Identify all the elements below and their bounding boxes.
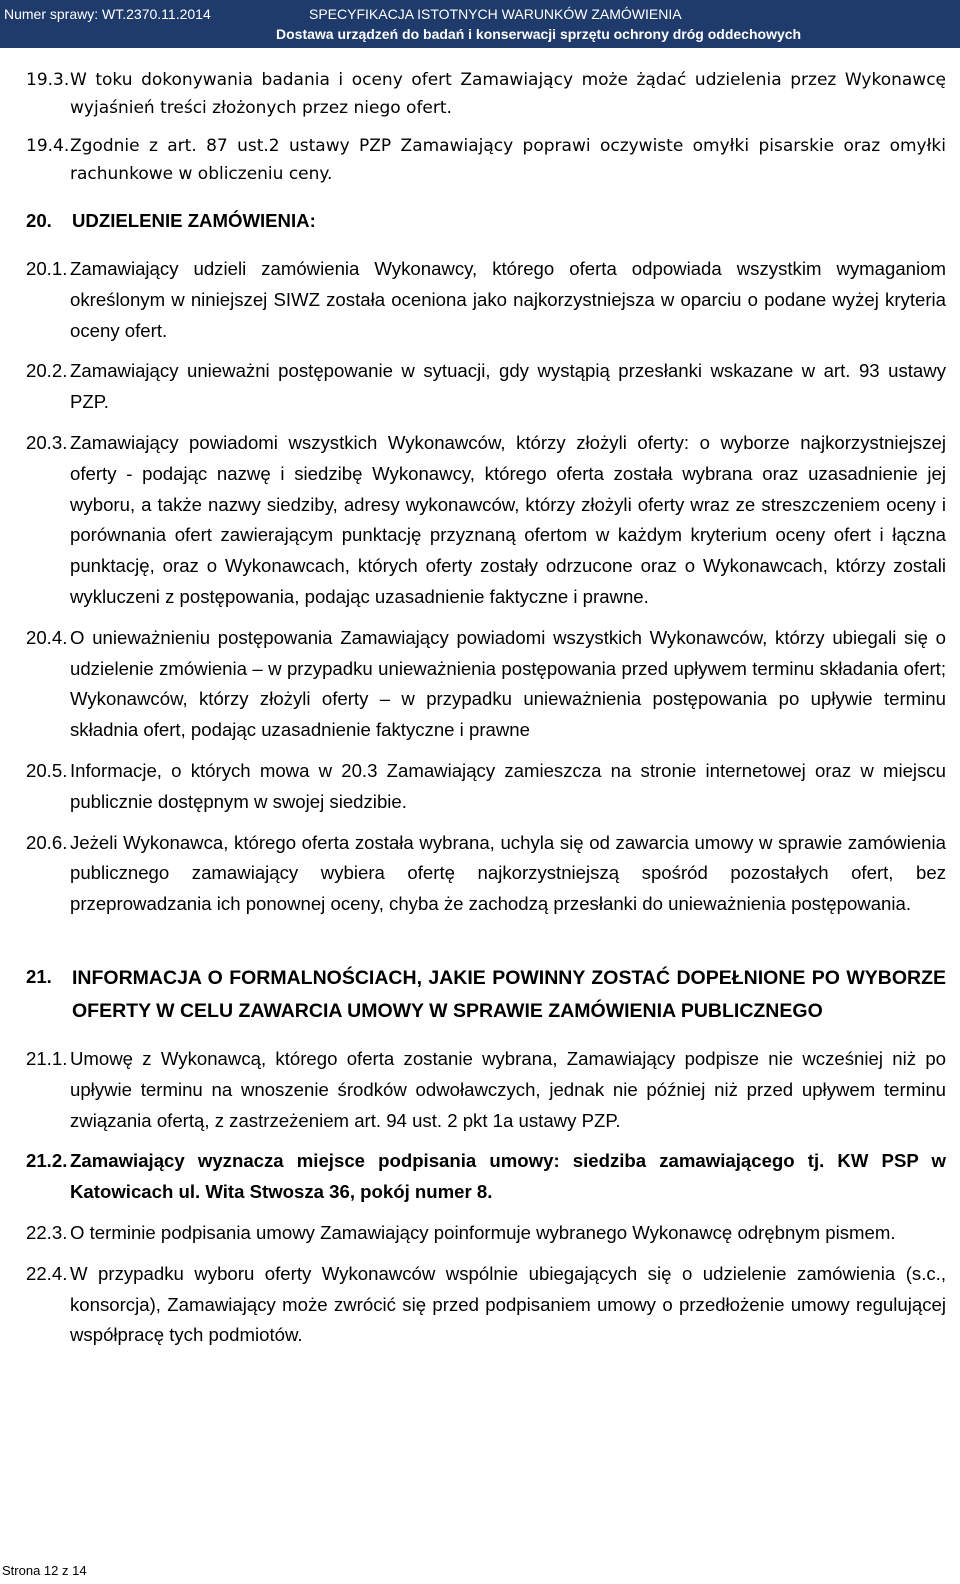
item-text: Zgodnie z art. 87 ust.2 ustawy PZP Zamawiający poprawi oczywiste omyłki pisarskie oraz omyłki rachunkowe w obliczeniu ceny. — [70, 136, 946, 184]
item-number: 20.2. — [26, 360, 68, 382]
list-item — [26, 254, 946, 346]
list-item — [26, 132, 946, 188]
section-title: UDZIELENIE ZAMÓWIENIA: — [72, 210, 316, 231]
item-text: Zamawiający unieważni postępowanie w sytuacji, gdy wystąpią przesłanki wskazane w art. 93 ustawy PZP. — [70, 360, 946, 413]
item-text: Umowę z Wykonawcą, którego oferta zostanie wybrana, Zamawiający podpisze nie wcześniej niż po upływie terminu na wnoszenie środków odwoławczych, jednak nie później niż przed upływem terminu związania ofertą, z zastrzeżeniem art. 94 ust. 2 pkt 1a ustawy PZP. — [70, 1047, 946, 1131]
item-number: 19.3. — [26, 70, 70, 90]
list-item — [26, 828, 946, 920]
item-number: 20.3. — [26, 431, 68, 453]
item-number: 20.4. — [26, 626, 68, 648]
item-number: 22.4. — [26, 1262, 68, 1284]
item-number: 20.1. — [26, 258, 68, 279]
item-number: 20.5. — [26, 759, 68, 781]
section-heading-21 — [26, 962, 946, 1028]
list-item — [26, 1218, 946, 1249]
header-top-row — [4, 6, 950, 24]
section-heading-20 — [26, 206, 946, 236]
list-item — [26, 1259, 946, 1351]
item-text: Zamawiający wyznacza miejsce podpisania umowy: siedziba zamawiającego tj. KW PSP w Katowicach ul. Wita Stwosza 36, pokój numer 8. — [70, 1150, 946, 1203]
item-text: O terminie podpisania umowy Zamawiający poinformuje wybranego Wykonawcę odrębnym pismem. — [70, 1221, 896, 1243]
item-text: W przypadku wyboru oferty Wykonawców wspólnie ubiegających się o udzielenie zamówienia (s.c., konsorcja), Zamawiający może zwrócić się przed podpisaniem umowy o przedłożenie umowy regulującej współpracę tych podmiotów. — [70, 1262, 946, 1346]
page-number: Strona 12 z 14 — [2, 1563, 87, 1578]
item-number: 20.6. — [26, 831, 68, 853]
item-text: Informacje, o których mowa w 20.3 Zamawiający zamieszcza na stronie internetowej oraz w miejscu publicznie dostępnym w swojej siedzibie. — [70, 759, 946, 812]
item-number: 19.4. — [26, 136, 70, 156]
section-number: 20. — [26, 210, 52, 231]
document-subtitle: Dostawa urządzeń do badań i konserwacji sprzętu ochrony dróg oddechowych — [276, 26, 802, 42]
item-number: 21.2. — [26, 1150, 68, 1172]
section-title: INFORMACJA O FORMALNOŚCIACH, JAKIE POWINNY ZOSTAĆ DOPEŁNIONE PO WYBORZE OFERTY W CELU ZAWARCIA UMOWY W SPRAWIE ZAMÓWIENIA PUBLICZNEGO — [72, 966, 946, 1022]
document-body — [26, 66, 946, 1361]
spec-title: SPECYFIKACJA ISTOTNYCH WARUNKÓW ZAMÓWIENIA — [309, 6, 682, 22]
item-text: O unieważnieniu postępowania Zamawiający powiadomi wszystkich Wykonawców, którzy ubiegali się o udzielenie zmówienia – w przypadku unieważnienia postępowania przed upływem terminu składania ofert; Wykonawców, którzy złożyli oferty – w przypadku unieważnienia postępowania po upływie terminu składnia ofert, podając uzasadnienie faktyczne i prawne — [70, 626, 946, 741]
list-item — [26, 66, 946, 122]
list-item — [26, 1044, 946, 1136]
item-text: Jeżeli Wykonawca, którego oferta została wybrana, uchyla się od zawarcia umowy w sprawie zamówienia publicznego zamawiający wybiera ofertę najkorzystniejszą spośród pozostałych ofert, bez przeprowadzania ich ponownej oceny, chyba że zachodzą przesłanki do unieważnienia postępowania. — [70, 831, 946, 915]
item-number: 22.3. — [26, 1221, 68, 1243]
list-item — [26, 356, 946, 418]
list-item — [26, 428, 946, 613]
section-number: 21. — [26, 965, 52, 987]
item-text: Zamawiający udzieli zamówienia Wykonawcy, którego oferta odpowiada wszystkim wymaganiom określonym w niniejszej SIWZ została oceniona jako najkorzystniejsza w oparciu o podane wyżej kryteria oceny ofert. — [70, 258, 946, 341]
item-number: 21.1. — [26, 1047, 68, 1069]
list-item — [26, 756, 946, 818]
list-item — [26, 623, 946, 746]
case-number: Numer sprawy: WT.2370.11.2014 — [4, 6, 211, 22]
item-text: Zamawiający powiadomi wszystkich Wykonawców, którzy złożyli oferty: o wyborze najkorzystniejszej oferty - podając nazwę i siedzibę Wykonawcy, którego oferta została wybrana oraz uzasadnienie jej wyboru, a także nazwy siedziby, adresy wykonawców, którzy złożyli oferty wraz ze streszczeniem oceny i porównania ofert zawierającym punktację przyznaną ofertom w każdym kryterium oceny ofert i łączna punktację, oraz o Wykonawcach, których oferty zostały odrzucone oraz o Wykonawcach, którzy zostali wykluczeni z postępowania, podając uzasadnienie faktyczne i prawne. — [70, 431, 946, 607]
item-text: W toku dokonywania badania i oceny ofert Zamawiający może żądać udzielenia przez Wykonawcę wyjaśnień treści złożonych przez niego ofert. — [70, 70, 946, 118]
list-item — [26, 1146, 946, 1208]
page-header — [0, 0, 960, 48]
